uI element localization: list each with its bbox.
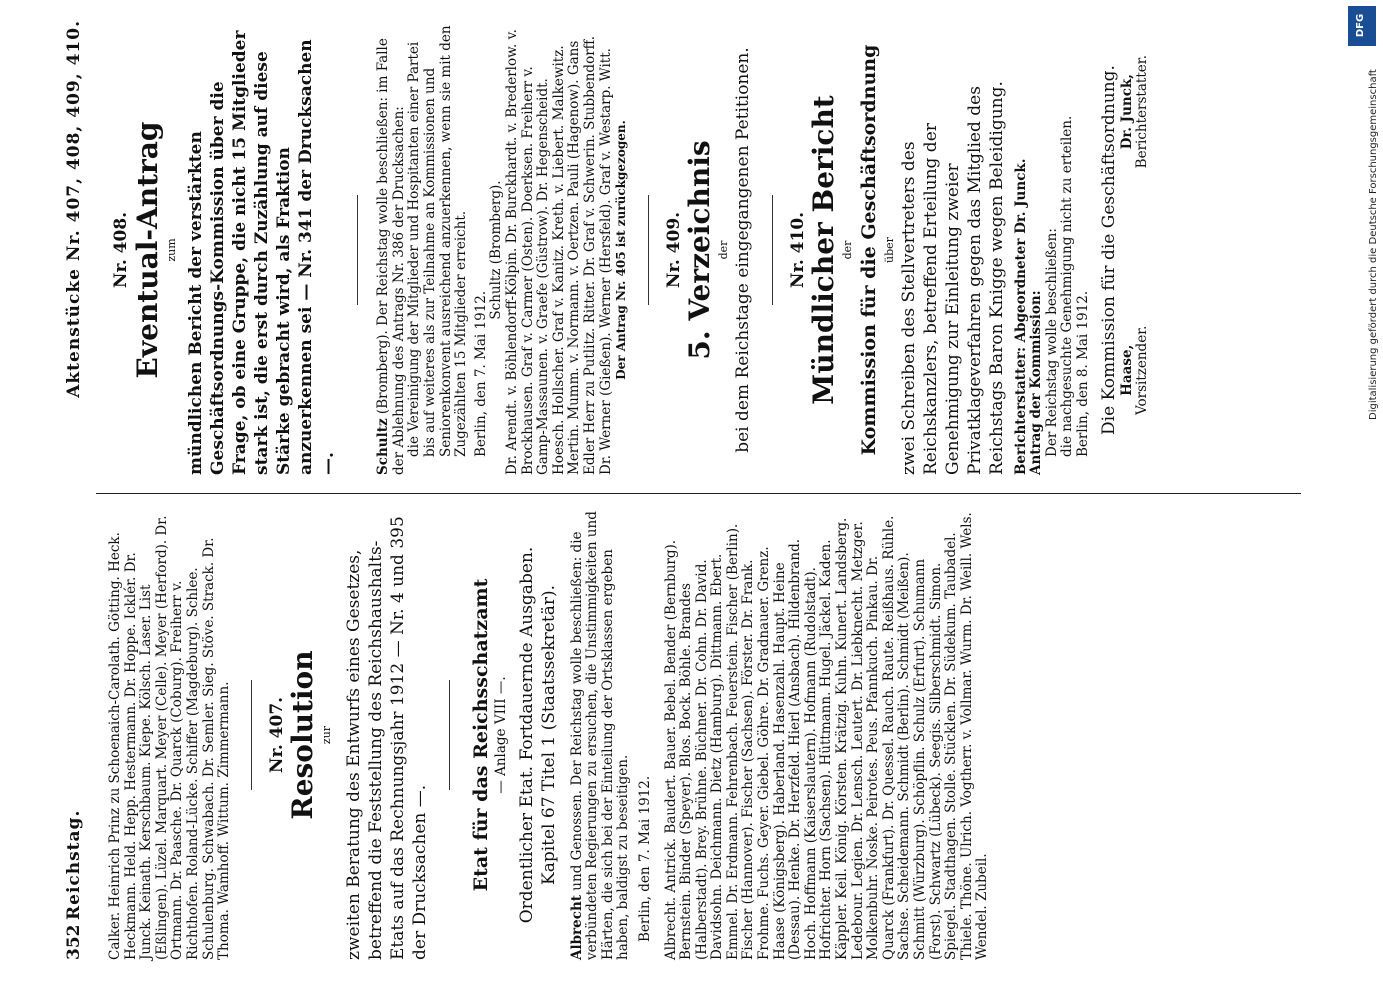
- nr410-number: Nr. 410.: [787, 211, 808, 289]
- etat-title: Etat für das Reichsschatzamt: [469, 578, 492, 892]
- separator: [449, 680, 450, 790]
- nr409-title: 5. Verzeichnis: [683, 140, 717, 360]
- column-divider: [96, 493, 1301, 494]
- header-right-title: Aktenstücke Nr. 407, 408, 409, 410.: [64, 20, 84, 398]
- motion-body: die Vereinigung der Mitglieder und Hospitanten einer Partei bis auf weiteres als zur Teilnahme an Kommissionen und Seniorenkonvent ausreichend anzuerkennen, wenn sie mit den Zugezählten 15 Mitglieder erreicht.: [406, 25, 470, 457]
- nr409-text: bei dem Reichstage eingegangenen Petitionen.: [732, 47, 753, 453]
- signature-block: [1120, 25, 1154, 475]
- reporter: Berichterstatter: Abgeordneter Dr. Junck.: [1012, 158, 1029, 475]
- separator: [357, 195, 358, 305]
- digitization-note: Digitalisierung gefördert durch die Deutsche Forschungsgemeinschaft: [1368, 69, 1379, 420]
- first-signer: Schultz (Bromberg).: [488, 180, 505, 320]
- motion-text: (Bromberg). Der Reichstag wolle beschließen: im Falle der Ablehnung des Antrags Nr. 386 der Drucksachen:: [375, 38, 407, 475]
- motion-lead: Albrecht: [568, 894, 585, 960]
- place-date: Berlin, den 7. Mai 1912.: [472, 290, 489, 457]
- nr408-zum: zum: [164, 238, 178, 262]
- nr410-title: Mündlicher Bericht: [807, 95, 841, 405]
- nr408-text: mündlichen Bericht der verstärkten Geschäftsordnungs-Kommission über die Frage, ob eine Gruppe, die nicht 15 Mitglieder stark ist, die erst durch Zuzählung auf diese Stärke gebracht wird, als Fraktion anzuerkennen sei — Nr. 341 der Drucksachen —.: [186, 30, 339, 475]
- nr407-zur: zur: [320, 725, 334, 745]
- names-list: Calker. Heinrich Prinz zu Schoenaich-Carolath. Götting. Heck. Heckmann. Held. Hepp. Hestermann. Dr. Hoppe. Icklér. Dr. Junck. Keinath. Kerschbaum. Kiepe. Kölsch. Laser. List (Eßlingen). Lüzel. Marquart. Meyer (Celle). Meyer (Herford). Dr. Ortmann. Dr. Paasche. Dr. Quarck (Coburg). Freiherr v. Richthofen. Roland-Lücke. Schiffer (Magdeburg). Schlee. Schulenburg. Schwabach. Dr. Semler. Sieg. Stöve. Strack. Dr. Thoma. Wamhoff. Wittum. Zimmermann.: [107, 515, 233, 960]
- right-column: [108, 25, 1154, 475]
- nr410-ueber: über: [883, 237, 897, 263]
- motion-lead: Schultz: [375, 418, 392, 475]
- dfg-logo: DFG: [1348, 6, 1376, 46]
- nr410-text: zwei Schreiben des Stellvertreters des Reichskanzlers, betreffend Erteilung der Genehmigung zur Einleitung zweier Privatklageverfahren gegen das Mitglied des Reichstags Baron Knigge wegen Beleidigung.: [898, 81, 1007, 475]
- closing: Die Kommission für die Geschäftsordnung.: [1098, 65, 1119, 435]
- etat-line-2: Kapitel 67 Titel 1 (Staatssekretär).: [538, 585, 559, 885]
- nr409-der: der: [717, 240, 731, 260]
- reporter-role: Berichterstatter.: [1134, 55, 1151, 169]
- signers-list: Albrecht. Antrick. Baudert. Bauer. Bebel. Bender (Bernburg). Bernstein. Binder (Speyer). Blos. Bock. Böhle. Brandes (Halberstadt). Brey. Brühne. Büchner. Dr. Cohn. Dr. David. Davidsohn. Deichmann. Dietz (Hamburg). Dittmann. Ebert. Emmel. Dr. Erdmann. Fehrenbach. Feuerstein. Fischer (Berlin). Fischer (Hannover). Fischer (Sachsen). Förster. Dr. Frank. Frohme. Fuchs. Geyer. Giebel. Göhre. Dr. Gradnauer. Grenz. Haase (Königsberg). Haberland. Hasenzahl. Haupt. Heine (Dessau). Henke. Dr. Herzfeld. Hierl (Ansbach). Hildenbrand. Hoch. Hoffmann (Kaiserslautern). Hofmann (Rudolstadt). Hofrichter. Horn (Sachsen). Hüttmann. Hugel. Jäckel. Kaden. Käppler. Keil. König. Körsten. Krätzig. Kuhn. Kunert. Landsberg. Ledebour. Legien. Dr. Lensch. Leutert. Dr. Liebknecht. Metzger. Molkenbuhr. Noske. Peirotes. Peus. Pfannkuch. Pinkau. Dr. Quarck (Frankfurt). Dr. Quessel. Rauch. Raute. Reißhaus. Rühle. Sachse. Scheidemann. Schmidt (Berlin). Schmidt (Meißen). Schmitt (Würzburg). Schöpflin. Schulz (Erfurt). Schumann (Forst). Schwartz (Lübeck). Seegis. Silberschmidt. Simon. Spiegel. Stadthagen. Stolle. Stücklen. Dr. Südekum. Taubadel. Thiele. Thöne. Ulrich. Vogtherr. v. Vollmar. Wurm. Dr. Weill. Wels. Wendel. Zubeil.: [662, 512, 991, 960]
- separator: [251, 680, 252, 790]
- resolve-body: die nachgesuchte Genehmigung nicht zu erteilen.: [1059, 115, 1076, 457]
- nr408-number: Nr. 408.: [111, 211, 131, 289]
- separator: [648, 195, 649, 305]
- commission-motion: Antrag der Kommission:: [1028, 290, 1045, 475]
- header-left-title: Reichstag.: [64, 809, 84, 920]
- chair-role: Vorsitzender.: [1134, 325, 1151, 415]
- nr407-title: Resolution: [286, 650, 320, 820]
- nr410-commission: Kommission für die Geschäftsordnung: [858, 44, 881, 456]
- etat-anlage: — Anlage VIII —.: [492, 676, 509, 794]
- reporter-signature: [1120, 55, 1151, 168]
- rotated-page: [60, 0, 1300, 960]
- nr408-title: Eventual-Antrag: [130, 121, 164, 379]
- separator: [772, 195, 773, 305]
- nr409-number: Nr. 409.: [663, 211, 684, 289]
- etat-line-1: Ordentlicher Etat. Fortdauernde Ausgaben.: [516, 546, 537, 924]
- motion-text: und Genossen. Der Reichstag wolle beschließen: die verbündeten Regierungen zu ersuchen, die Unstimmigkeiten und Härten, die sich bei der Einteilung der Ortsklassen ergeben haben, baldigst zu beseitigen.: [568, 511, 632, 960]
- withdrawn-note: Der Antrag Nr. 405 ist zurückgezogen.: [614, 120, 629, 380]
- page-number: 352: [64, 924, 84, 960]
- page-header: [60, 20, 92, 960]
- left-column: [108, 510, 991, 960]
- resolve: Der Reichstag wolle beschließen:: [1043, 228, 1060, 457]
- nr410-der: der: [841, 240, 855, 260]
- place-date: Berlin, den 7. Mai 1912.: [636, 775, 653, 942]
- place-date-2: Berlin, den 8. Mai 1912.: [1075, 290, 1092, 457]
- signers-list: Dr. Arendt. v. Böhlendorff-Kölpin. Dr. Burckhardt. v. Brederlow. v. Brockhausen. Graf v. Carmer (Osten). Doerksen. Freiherr v. Gamp-Massaunen. v. Graefe (Güstrow). Dr. Hegenscheidt. Hoesch. Hollscher. Graf v. Kanitz. Kreth. v. Liebert. Malkewitz. Mertin. Mumm. v. Normann. v. Oertzen. Pauli (Hagenow). Gans Edler Herr zu Putlitz. Ritter. Dr. Graf v. Schwerin. Stubbendorff. Dr. Werner (Gießen). Werner (Hersfeld). Graf v. Westarp. Witt.: [503, 29, 614, 475]
- chair-signature: [1120, 326, 1151, 415]
- chair-name: Haase,: [1118, 344, 1135, 396]
- nr407-number: Nr. 407.: [266, 696, 287, 774]
- reporter-name: Dr. Junck,: [1118, 74, 1135, 150]
- nr407-text: zweiten Beratung des Entwurfs eines Gesetzes, betreffend die Feststellung des Reichshaushalts-Etats auf das Rechnungsjahr 1912 — Nr. 4 und 395 der Drucksachen —.: [343, 516, 430, 960]
